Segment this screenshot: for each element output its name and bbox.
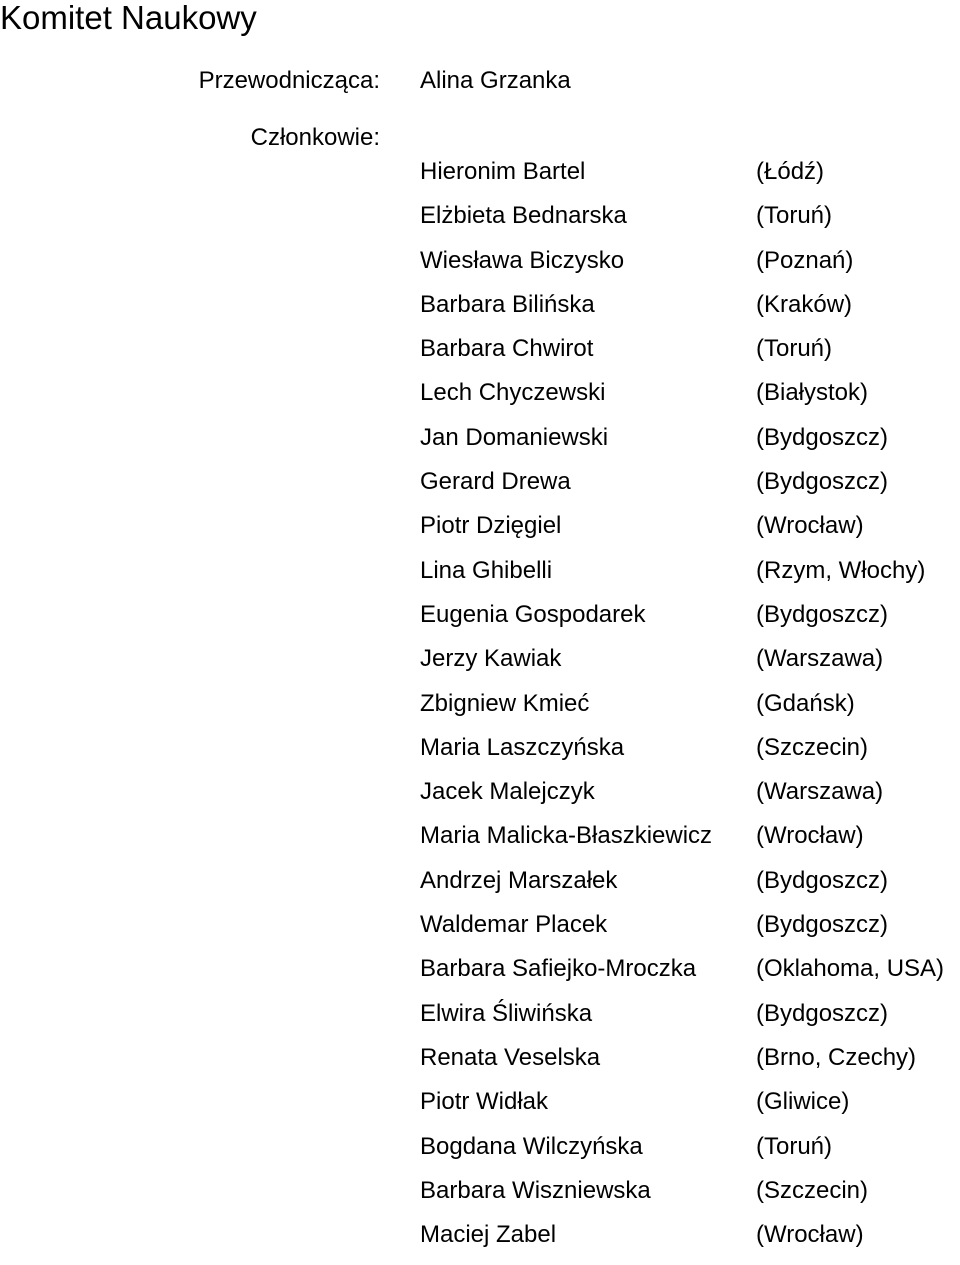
- list-item: [420, 1088, 960, 1132]
- member-name: Maria Laszczyńska: [420, 733, 625, 761]
- list-item: [420, 379, 960, 423]
- member-name: Waldemar Placek: [420, 911, 608, 939]
- member-name: Lina Ghibelli: [420, 556, 553, 584]
- member-name: Piotr Dzięgiel: [420, 512, 562, 540]
- member-name: Zbigniew Kmieć: [420, 689, 590, 717]
- list-item: [420, 512, 960, 556]
- list-item: [420, 734, 960, 778]
- member-city: (Rzym, Włochy): [756, 556, 926, 584]
- member-city: (Wrocław): [756, 512, 864, 540]
- list-item: [420, 202, 960, 246]
- list-item: [420, 867, 960, 911]
- list-item: [420, 1177, 960, 1221]
- list-item: [420, 1133, 960, 1177]
- member-list: [420, 158, 960, 1265]
- member-city: (Toruń): [756, 335, 833, 363]
- member-city: (Szczecin): [756, 733, 869, 761]
- member-city: (Wrocław): [756, 1221, 864, 1249]
- list-item: [420, 1000, 960, 1044]
- member-name: Jerzy Kawiak: [420, 645, 562, 673]
- list-item: [420, 468, 960, 512]
- member-city: (Bydgoszcz): [756, 911, 889, 939]
- list-item: [420, 1044, 960, 1088]
- member-name: Piotr Widłak: [420, 1088, 549, 1116]
- list-item: [420, 778, 960, 822]
- list-item: [420, 645, 960, 689]
- member-name: Jan Domaniewski: [420, 423, 609, 451]
- member-name: Maria Malicka-Błaszkiewicz: [420, 822, 713, 850]
- member-name: Barbara Bilińska: [420, 290, 595, 318]
- members-label: Członkowie:: [250, 124, 380, 151]
- member-name: Maciej Zabel: [420, 1221, 557, 1249]
- list-item: [420, 1221, 960, 1265]
- list-item: [420, 601, 960, 645]
- member-name: Elwira Śliwińska: [420, 999, 593, 1027]
- member-name: Barbara Wiszniewska: [420, 1176, 651, 1204]
- list-item: [420, 822, 960, 866]
- member-city: (Kraków): [756, 290, 853, 318]
- member-name: Gerard Drewa: [420, 468, 571, 496]
- member-city: (Oklahoma, USA): [756, 955, 945, 983]
- member-name: Wiesława Biczysko: [420, 246, 625, 274]
- member-city: (Toruń): [756, 1132, 833, 1160]
- member-city: (Warszawa): [756, 778, 884, 806]
- chair-name: Alina Grzanka: [420, 67, 571, 94]
- member-name: Barbara Safiejko-Mroczka: [420, 955, 697, 983]
- member-name: Bogdana Wilczyńska: [420, 1132, 643, 1160]
- list-item: [420, 690, 960, 734]
- member-name: Hieronim Bartel: [420, 158, 586, 185]
- member-name: Eugenia Gospodarek: [420, 600, 646, 628]
- member-city: (Gdańsk): [756, 689, 855, 717]
- member-name: Barbara Chwirot: [420, 335, 594, 363]
- member-city: (Bydgoszcz): [756, 600, 889, 628]
- member-name: Jacek Malejczyk: [420, 778, 595, 806]
- member-name: Renata Veselska: [420, 1043, 601, 1071]
- list-item: [420, 247, 960, 291]
- member-name: Elżbieta Bednarska: [420, 202, 627, 230]
- list-item: [420, 557, 960, 601]
- chair-label: Przewodnicząca:: [198, 67, 380, 94]
- member-city: (Gliwice): [756, 1088, 850, 1116]
- member-city: (Toruń): [756, 202, 833, 230]
- member-city: (Szczecin): [756, 1176, 869, 1204]
- list-item: [420, 158, 960, 202]
- member-city: (Poznań): [756, 246, 854, 274]
- member-city: (Bydgoszcz): [756, 866, 889, 894]
- member-city: (Bydgoszcz): [756, 468, 889, 496]
- member-city: (Białystok): [756, 379, 869, 407]
- member-city: (Bydgoszcz): [756, 423, 889, 451]
- member-city: (Łódź): [756, 158, 825, 185]
- list-item: [420, 911, 960, 955]
- list-item: [420, 424, 960, 468]
- member-city: (Brno, Czechy): [756, 1043, 917, 1071]
- list-item: [420, 335, 960, 379]
- list-item: [420, 955, 960, 999]
- list-item: [420, 291, 960, 335]
- page-title: Komitet Naukowy: [0, 0, 257, 36]
- member-name: Andrzej Marszałek: [420, 866, 618, 894]
- member-name: Lech Chyczewski: [420, 379, 606, 407]
- member-city: (Bydgoszcz): [756, 999, 889, 1027]
- member-city: (Warszawa): [756, 645, 884, 673]
- member-city: (Wrocław): [756, 822, 864, 850]
